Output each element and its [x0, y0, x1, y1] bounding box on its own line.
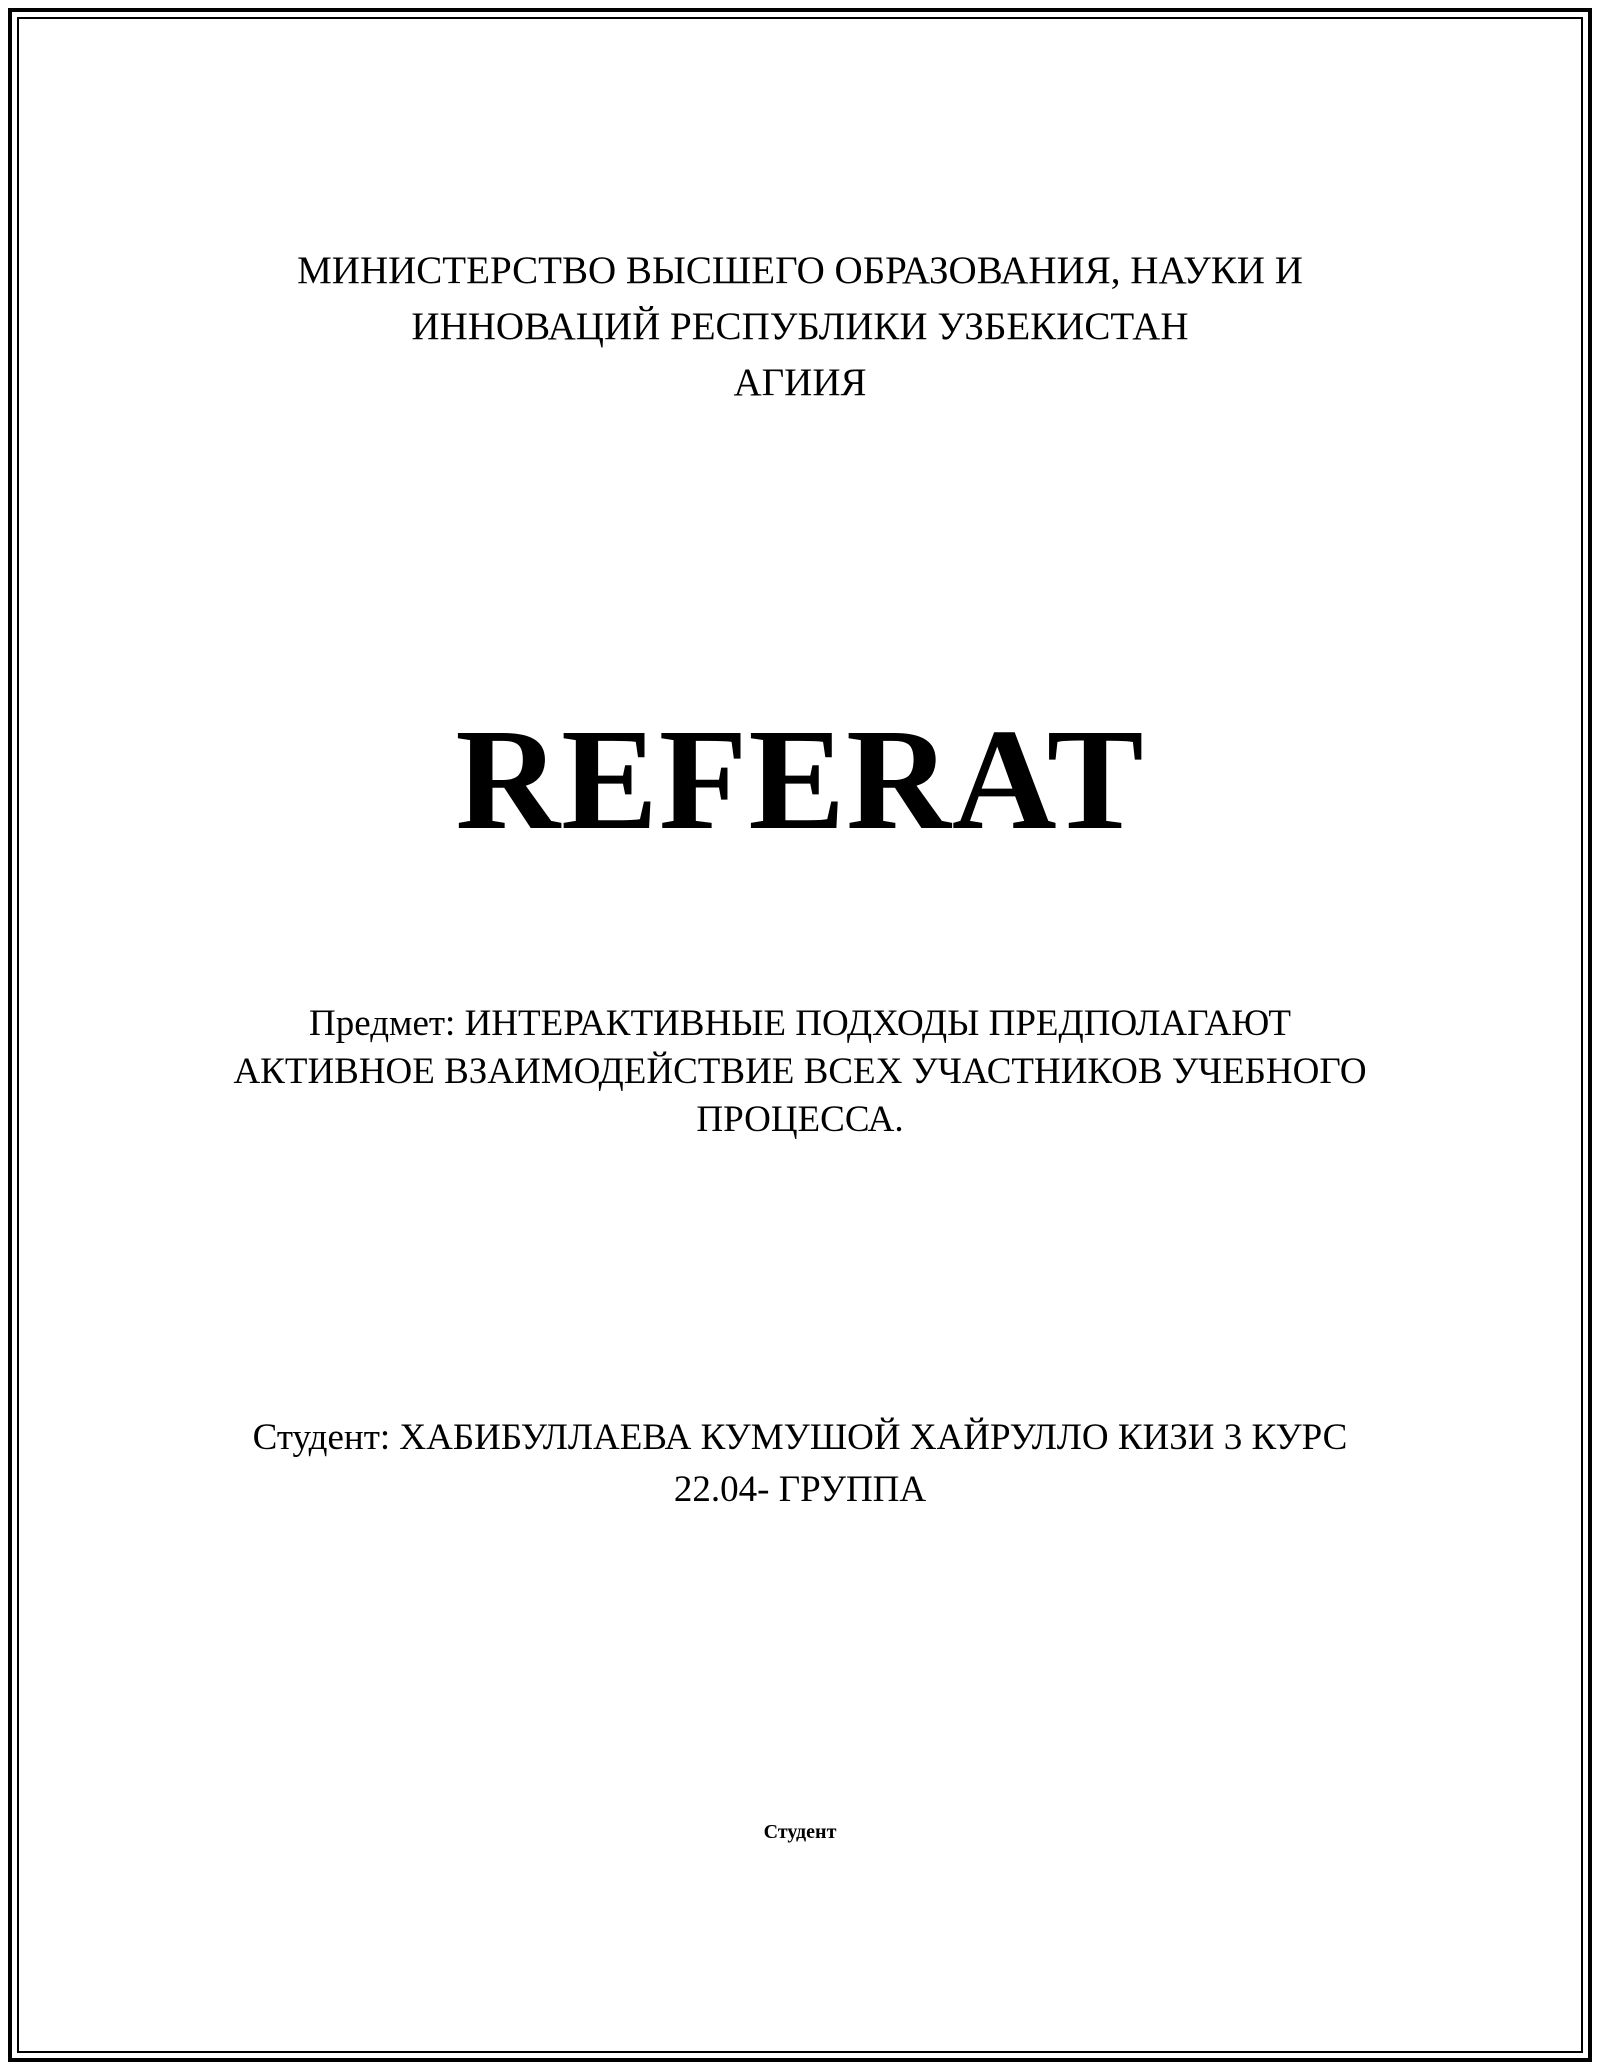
- subject-block: [0, 1000, 1600, 1144]
- ministry-header-line-2: ИННОВАЦИЙ РЕСПУБЛИКИ УЗБЕКИСТАН: [411, 305, 1189, 348]
- student-group-line: 22.04- ГРУППА: [673, 1469, 927, 1510]
- student-name-line: Студент: ХАБИБУЛЛАЕВА КУМУШОЙ ХАЙРУЛЛО КИЗИ 3 КУРС: [252, 1417, 1348, 1458]
- subject-line-2: АКТИВНОЕ ВЗАИМОДЕЙСТВИЕ ВСЕХ УЧАСТНИКОВ УЧЕБНОГО: [233, 1051, 1367, 1092]
- institution-name: АГИИЯ: [733, 361, 867, 404]
- document-title: REFERAT: [455, 700, 1145, 860]
- ministry-header-line-1: МИНИСТЕРСТВО ВЫСШЕГО ОБРАЗОВАНИЯ, НАУКИ И: [297, 249, 1303, 292]
- subject-line-1: Предмет: ИНТЕРАКТИВНЫЕ ПОДХОДЫ ПРЕДПОЛАГАЮТ: [309, 1003, 1291, 1044]
- ministry-header: [0, 243, 1600, 411]
- student-block: [0, 1412, 1600, 1516]
- footer-student-label: Студент: [763, 1821, 837, 1843]
- subject-line-3: ПРОЦЕССА.: [696, 1099, 904, 1140]
